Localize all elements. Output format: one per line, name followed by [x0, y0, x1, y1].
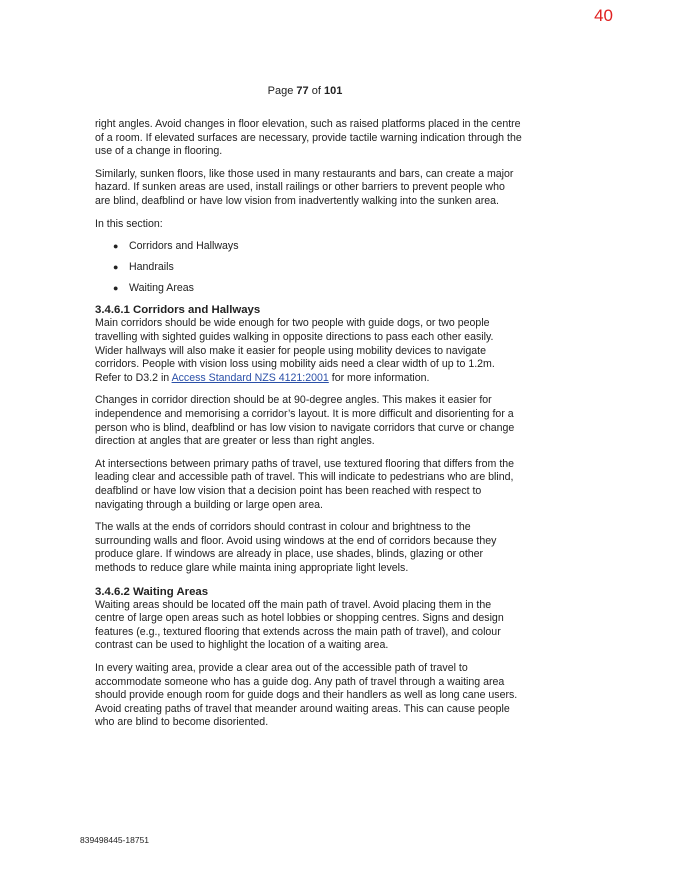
corridors-paragraph-1-tail: for more information.: [328, 371, 430, 384]
page-header: [0, 85, 610, 97]
bullet-icon: ●: [113, 241, 119, 252]
waiting-paragraph-2: In every waiting area, provide a clear area out of the accessible path of travel to accommodate someone who has a guide dog. Any path of travel through a waiting area should provide enough room for guide dogs and their handlers as well as long cane users. Avoid creating paths of travel that meander around waiting areas. This can cause people who are blind to become disoriented.: [95, 661, 518, 729]
list-item-label: Waiting Areas: [129, 282, 194, 295]
corridors-paragraph-1: [95, 317, 523, 385]
page-label: Page: [267, 85, 294, 97]
section-list: [95, 240, 523, 296]
page-of-label: of: [311, 85, 321, 97]
bullet-icon: ●: [113, 283, 119, 294]
corridors-paragraph-2: Changes in corridor direction should be at 90-degree angles. This makes it easier for independence and memorising a corridor’s layout. It is more difficult and disorienting for a person who is blind, deafblind or has low vision to navigate corridors that curve or change direction at angles that are greater or less than right angles.: [95, 394, 515, 448]
list-item-label: Corridors and Hallways: [129, 240, 239, 253]
corridors-paragraph-3: At intersections between primary paths of travel, use textured flooring that differs from the leading clear and accessible path of travel. This will indicate to pedestrians who are blind, deafblind or have low vision that a decision point has been reached with respect to navigating through a building or large open area.: [95, 457, 515, 511]
corridors-paragraph-1-text: Main corridors should be wide enough for two people with guide dogs, or two people travelling with sighted guides walking in opposite directions to pass each other easily. Wider hallways will also make it easier for people using mobility devices to navigate corridors. People with vision loss using mobility aids need a clear width of up to 1.2m. Refer to D3.2 in: [95, 317, 495, 384]
list-item: [95, 240, 523, 254]
corner-page-number: 40: [594, 6, 613, 25]
document-body: [95, 118, 523, 739]
current-page-number: 77: [296, 85, 309, 97]
section-heading-corridors: 3.4.6.1 Corridors and Hallways: [95, 304, 261, 317]
section-heading-waiting-areas: 3.4.6.2 Waiting Areas: [95, 585, 209, 598]
access-standard-link[interactable]: Access Standard NZS 4121:2001: [171, 371, 329, 384]
list-item: [95, 282, 523, 296]
document-id: 839498445-18751: [80, 835, 150, 845]
list-item-label: Handrails: [129, 261, 174, 274]
section-list-intro: In this section:: [95, 217, 163, 230]
intro-paragraph-2: Similarly, sunken floors, like those used in many restaurants and bars, can create a major hazard. If sunken areas are used, install railings or other barriers to prevent people who are blind, deafblind or have low vision from inadvertently walking into the sunken area.: [95, 167, 514, 207]
intro-paragraph-1: right angles. Avoid changes in floor elevation, such as raised platforms placed in the centre of a room. If elevated surfaces are necessary, provide tactile warning indication through the use of a change in flooring.: [95, 118, 522, 158]
corridors-paragraph-4: The walls at the ends of corridors should contrast in colour and brightness to the surrounding walls and floor. Avoid using windows at the end of corridors because they produce glare. If windows are already in place, use shades, blinds, glazing or other methods to reduce glare while mainta ining appropriate light levels.: [95, 521, 497, 574]
waiting-paragraph-1: Waiting areas should be located off the main path of travel. Avoid placing them in the centre of large open areas such as hotel lobbies or shopping centres. Signs and design features (e.g., textured flooring that extends across the main path of travel), and colour contrast can be used to highlight the location of a waiting area.: [95, 598, 504, 652]
bullet-icon: ●: [113, 262, 119, 273]
total-page-count: 101: [323, 85, 343, 97]
list-item: [95, 261, 523, 275]
